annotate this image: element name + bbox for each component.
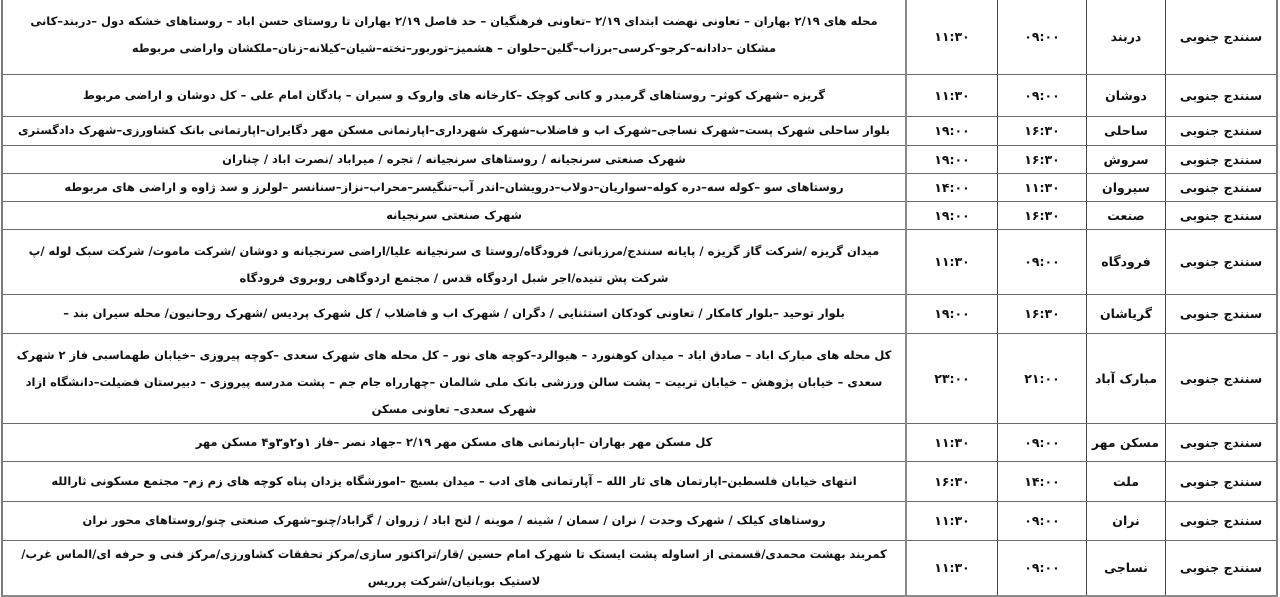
area-cell: نساجی [1087,540,1166,596]
area-cell: صنعت [1087,201,1166,229]
start-time-cell: ۲۱:۰۰ [998,333,1087,423]
outage-schedule-table [1,0,1278,597]
region-cell: سنندج جنوبی [1166,145,1278,173]
region-cell: سنندج جنوبی [1166,333,1278,423]
area-cell: گریاشان [1087,294,1166,333]
area-cell: ملت [1087,461,1166,501]
table-row [2,461,1277,501]
end-time-cell: ۱۹:۰۰ [906,145,998,173]
start-time-cell: ۰۹:۰۰ [998,0,1087,74]
area-cell: سروش [1087,145,1166,173]
start-time-cell: ۰۹:۰۰ [998,229,1087,294]
area-cell: نران [1087,501,1166,540]
start-time-cell: ۰۹:۰۰ [998,423,1087,461]
region-cell: سنندج جنوبی [1166,229,1278,294]
affected-areas-cell: شهرک صنعتی سرنجیانه / روستاهای سرنجیانه / تجره / میراباد /نصرت اباد / چناران [2,145,906,173]
table-row [2,0,1277,74]
table-row [2,173,1277,201]
area-cell: سیروان [1087,173,1166,201]
affected-areas-cell: کمربند بهشت محمدی/قسمتی از اساوله پشت ایستک تا شهرک امام حسین /قار/تراکتور سازی/مرکز تحققات کشاورزی/مرکز فنی و حرفه ای/الماس غرب/لاستیک بوبانیان/شرکت پرریس [2,540,906,596]
region-cell: سنندج جنوبی [1166,0,1278,74]
table-row [2,145,1277,173]
affected-areas-cell: میدان گریزه /شرکت گاز گریزه / پایانه سنندج/مرزبانی/ فرودگاه/روستا ی سرنجیانه علیا/اراضی سرنجیانه و دوشان /شرکت ماموت/ شرکت سبک لوله /پ شرکت پش تنیده/اجر شبل اردوگاه قدس / مجتمع اردوگاهی روبروی فرودگاه [2,229,906,294]
region-cell: سنندج جنوبی [1166,461,1278,501]
end-time-cell: ۱۱:۳۰ [906,501,998,540]
area-cell: مسکن مهر [1087,423,1166,461]
region-cell: سنندج جنوبی [1166,501,1278,540]
start-time-cell: ۰۹:۰۰ [998,540,1087,596]
end-time-cell: ۱۹:۰۰ [906,201,998,229]
affected-areas-cell: گریزه –شهرک کوثر– روستاهای گرمیدر و کانی کوچک –کارخانه های واروک و سیران – پادگان امام علی – کل دوشان و اراضی مربوط [2,74,906,116]
start-time-cell: ۱۶:۳۰ [998,116,1087,145]
end-time-cell: ۱۱:۳۰ [906,540,998,596]
area-cell: دربند [1087,0,1166,74]
end-time-cell: ۲۳:۰۰ [906,333,998,423]
affected-areas-cell: روستاهای کیلک / شهرک وحدت / نران / سمان / شینه / موینه / لنج اباد / زروان / گراباد/چنو–شهرک صنعتی چنو/روستاهای محور نران [2,501,906,540]
region-cell: سنندج جنوبی [1166,116,1278,145]
affected-areas-cell: انتهای خیابان فلسطین–اپارتمان های ثار الله – آپارتمانی های ادب – میدان بسیج –اموزشگاه یزدان پناه کوچه های زم زم– مجتمع مسکونی ثارالله [2,461,906,501]
table-row [2,116,1277,145]
affected-areas-cell: بلوار توحید –بلوار کامکار / تعاونی کودکان استثنایی / دگران / شهرک اب و فاضلاب / کل شهرک پردیس /شهرک روحانیون/ محله سیران بند – [2,294,906,333]
region-cell: سنندج جنوبی [1166,74,1278,116]
end-time-cell: ۱۹:۰۰ [906,116,998,145]
end-time-cell: ۱۴:۰۰ [906,173,998,201]
region-cell: سنندج جنوبی [1166,201,1278,229]
start-time-cell: ۱۴:۰۰ [998,461,1087,501]
start-time-cell: ۰۹:۰۰ [998,74,1087,116]
start-time-cell: ۱۶:۳۰ [998,294,1087,333]
end-time-cell: ۱۱:۳۰ [906,0,998,74]
start-time-cell: ۱۶:۳۰ [998,145,1087,173]
area-cell: فرودگاه [1087,229,1166,294]
end-time-cell: ۱۱:۳۰ [906,229,998,294]
start-time-cell: ۰۹:۰۰ [998,501,1087,540]
table-row [2,333,1277,423]
area-cell: ساحلی [1087,116,1166,145]
region-cell: سنندج جنوبی [1166,423,1278,461]
region-cell: سنندج جنوبی [1166,540,1278,596]
end-time-cell: ۱۱:۳۰ [906,423,998,461]
table-row [2,74,1277,116]
table-row [2,501,1277,540]
table-row [2,294,1277,333]
end-time-cell: ۱۹:۰۰ [906,294,998,333]
area-cell: دوشان [1087,74,1166,116]
end-time-cell: ۱۶:۳۰ [906,461,998,501]
area-cell: مبارک آباد [1087,333,1166,423]
table-row [2,540,1277,596]
table-row [2,229,1277,294]
region-cell: سنندج جنوبی [1166,294,1278,333]
affected-areas-cell: محله های ۲/۱۹ بهاران – تعاونی نهضت ابتدای ۲/۱۹ –تعاونی فرهنگیان – حد فاصل ۲/۱۹ بهاران تا روستای حسن اباد – روستاهای خشکه دول –دربند–کانی مشکان –دادانه–کرجو–کرسی–برزاب–گلین–حلوان – هشمیز–توربور–تخته–شیان–کیلانه–زنان–ملکشان واراضی مربوطه [2,0,906,74]
region-cell: سنندج جنوبی [1166,173,1278,201]
table-row [2,201,1277,229]
affected-areas-cell: کل مسکن مهر بهاران –اپارتمانی های مسکن مهر ۲/۱۹ –جهاد نصر –فاز ۱و۲و۳و۴ مسکن مهر [2,423,906,461]
affected-areas-cell: بلوار ساحلی شهرک پست–شهرک نساجی–شهرک اب و فاضلاب–شهرک شهرداری–اپارتمانی مسکن مهر دگایران–اپارتمانی بانک کشاورزی–شهرک دادگستری [2,116,906,145]
start-time-cell: ۱۶:۳۰ [998,201,1087,229]
affected-areas-cell: شهرک صنعتی سرنجیانه [2,201,906,229]
affected-areas-cell: کل محله های مبارک اباد – صادق اباد – میدان کوهنورد – هیوالرد–کوچه های نور – کل محله های شهرک سعدی –کوچه پیروزی –خیابان طهماسبی فاز ۲ شهرک سعدی – خیابان پژوهش – خیابان تربیت – پشت سالن ورزشی بانک ملی شالمان –چهارراه جام جم – پشت مدرسه پیروزی – دبیرستان فضیلت–دانشگاه ازاد شهرک سعدی– تعاونی مسکن [2,333,906,423]
table-row [2,423,1277,461]
end-time-cell: ۱۱:۳۰ [906,74,998,116]
start-time-cell: ۱۱:۳۰ [998,173,1087,201]
affected-areas-cell: روستاهای سو –کوله سه–دره کوله–سواریان–دولاب–درویشان–اندر آب–تنگیسر–محراب–نزاز–سنانسر –لولرز و سد ژاوه و اراضی های مربوطه [2,173,906,201]
